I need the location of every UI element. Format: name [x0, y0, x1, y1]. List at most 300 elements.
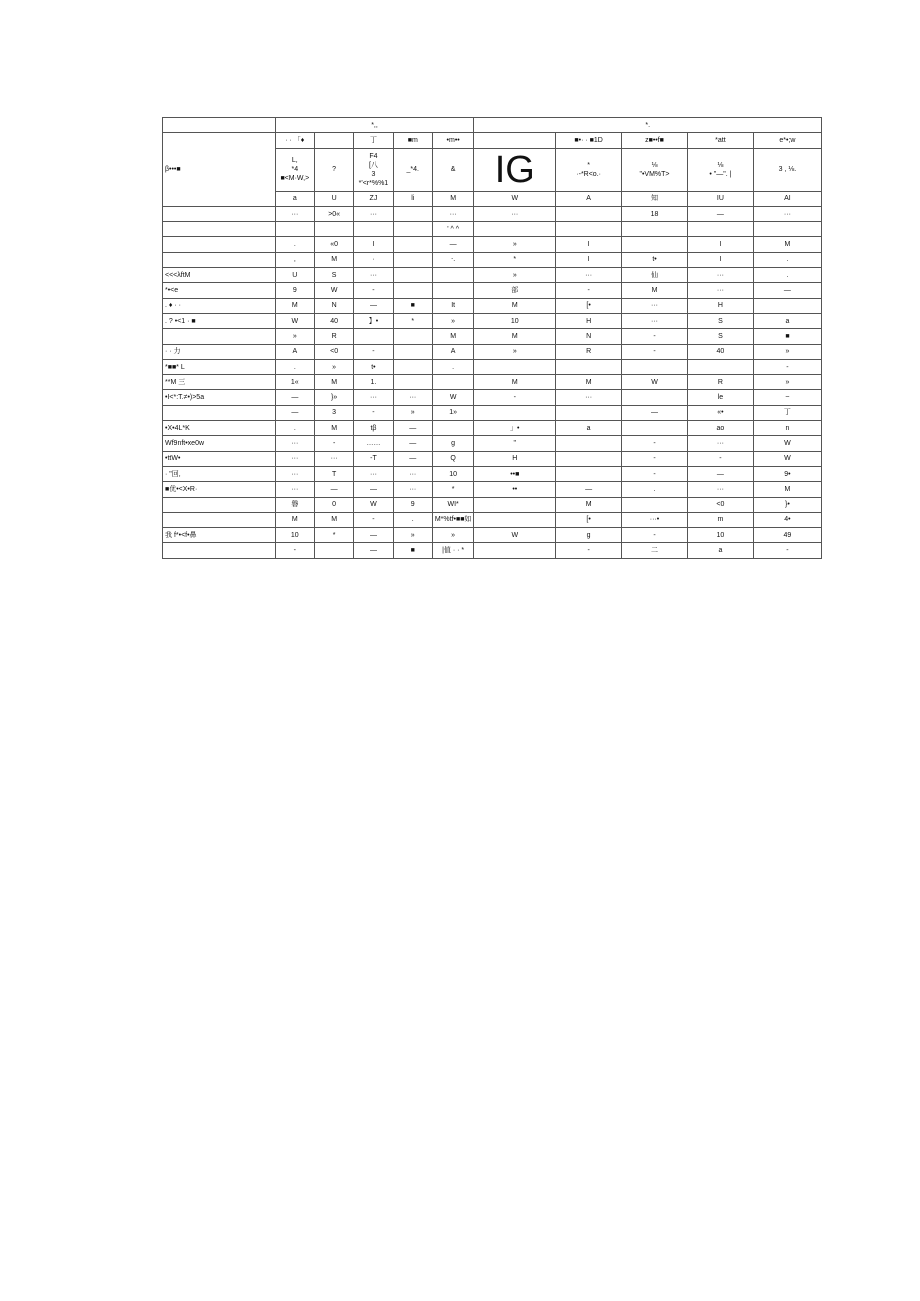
- table-cell: tβ: [354, 421, 393, 436]
- table-cell: »: [474, 237, 556, 252]
- table-cell: 49: [753, 528, 821, 543]
- table-cell: I: [556, 237, 622, 252]
- column-code: IU: [687, 191, 753, 206]
- table-cell: »: [753, 344, 821, 359]
- column-subheader: ⅛ "•VM%T>: [622, 148, 688, 191]
- table-row: [163, 359, 822, 374]
- table-cell: M: [275, 512, 314, 527]
- table-cell: -: [556, 283, 622, 298]
- table-cell: ···: [556, 390, 622, 405]
- table-cell: 9: [393, 497, 432, 512]
- table-cell: ••■: [474, 466, 556, 481]
- column-subheader: ?: [314, 148, 353, 191]
- column-subheader: ⅛ • "—". |: [687, 148, 753, 191]
- data-table: [162, 117, 822, 559]
- row-label: •ttW•: [163, 451, 276, 466]
- table-cell: [393, 237, 432, 252]
- table-cell: M: [275, 298, 314, 313]
- table-cell: [474, 222, 556, 237]
- table-cell: »: [474, 344, 556, 359]
- table-cell: —: [753, 283, 821, 298]
- table-cell: -: [622, 451, 688, 466]
- table-cell: [•: [556, 298, 622, 313]
- table-cell: 0: [314, 497, 353, 512]
- table-cell: [687, 359, 753, 374]
- table-row: [163, 344, 822, 359]
- table-cell: W: [432, 390, 473, 405]
- column-code: ZJ: [354, 191, 393, 206]
- table-cell: [687, 222, 753, 237]
- table-cell: —: [687, 466, 753, 481]
- table-cell: M: [556, 375, 622, 390]
- table-cell: »: [393, 528, 432, 543]
- row-label: · · 力: [163, 344, 276, 359]
- row-label: [163, 237, 276, 252]
- table-row: [163, 543, 822, 558]
- table-row: [163, 329, 822, 344]
- table-cell: -: [354, 344, 393, 359]
- table-cell: .: [275, 237, 314, 252]
- table-cell: t•: [622, 252, 688, 267]
- column-header: ■•· · ■1D: [556, 133, 622, 148]
- row-label: •X•4L*K: [163, 421, 276, 436]
- header-row: [163, 133, 822, 148]
- header-row: [163, 118, 822, 133]
- column-header: ■m: [393, 133, 432, 148]
- table-cell: g: [432, 436, 473, 451]
- table-cell: 1»: [432, 405, 473, 420]
- table-cell: M: [432, 329, 473, 344]
- table-row: [163, 421, 822, 436]
- table-cell: »: [474, 268, 556, 283]
- table-cell: ••: [474, 482, 556, 497]
- table-cell: m: [687, 512, 753, 527]
- table-cell: »: [432, 528, 473, 543]
- table-cell: ' ^ ^: [432, 222, 473, 237]
- table-cell: [432, 283, 473, 298]
- table-cell: }•: [753, 497, 821, 512]
- column-header: e*•;w: [753, 133, 821, 148]
- table-row: [163, 451, 822, 466]
- table-cell: a: [753, 313, 821, 328]
- table-cell: M: [753, 237, 821, 252]
- table-cell: 3: [314, 405, 353, 420]
- column-code: li: [393, 191, 432, 206]
- table-cell: [354, 222, 393, 237]
- table-cell: .: [275, 359, 314, 374]
- row-label: Wf9nft•xe0w: [163, 436, 276, 451]
- table-cell: ···: [622, 313, 688, 328]
- table-cell: [474, 497, 556, 512]
- table-cell: -: [275, 543, 314, 558]
- table-cell: [622, 497, 688, 512]
- table-cell: |值 · · *: [432, 543, 473, 558]
- table-cell: 1«: [275, 375, 314, 390]
- table-cell: -: [622, 528, 688, 543]
- table-cell: Q: [432, 451, 473, 466]
- table-cell: -: [474, 390, 556, 405]
- table-cell: -: [622, 466, 688, 481]
- table-cell: ···: [354, 390, 393, 405]
- table-cell: t•: [354, 359, 393, 374]
- table-cell: 二: [622, 543, 688, 558]
- column-header: 丁: [354, 133, 393, 148]
- column-code: U: [314, 191, 353, 206]
- table-cell: H: [687, 298, 753, 313]
- table-cell: [354, 329, 393, 344]
- table-cell: ···: [393, 482, 432, 497]
- table-cell: »: [275, 329, 314, 344]
- table-cell: 」•: [474, 421, 556, 436]
- table-cell: [622, 421, 688, 436]
- column-header: [314, 133, 353, 148]
- table-row: [163, 528, 822, 543]
- row-label: 我 f*•<f•鼻: [163, 528, 276, 543]
- table-cell: T: [314, 466, 353, 481]
- table-cell: R: [556, 344, 622, 359]
- table-row: [163, 252, 822, 267]
- table-cell: It: [432, 298, 473, 313]
- table-cell: I: [354, 237, 393, 252]
- row-label: **M 三: [163, 375, 276, 390]
- row-label: · "回,: [163, 466, 276, 481]
- column-code: W: [474, 191, 556, 206]
- table-cell: 1.: [354, 375, 393, 390]
- table-cell: —: [354, 482, 393, 497]
- table-cell: [556, 466, 622, 481]
- table-cell: —: [354, 298, 393, 313]
- table-cell: H: [474, 451, 556, 466]
- table-cell: »: [432, 313, 473, 328]
- table-cell: -: [354, 405, 393, 420]
- table-cell: »: [393, 405, 432, 420]
- table-cell: a: [556, 421, 622, 436]
- table-cell: 9: [275, 283, 314, 298]
- table-cell: [393, 283, 432, 298]
- table-cell: ···: [354, 268, 393, 283]
- group-header: *.: [474, 118, 822, 133]
- table-cell: ···: [354, 206, 393, 221]
- table-cell: -: [354, 512, 393, 527]
- column-subheader: &: [432, 148, 473, 191]
- table-cell: 仙: [622, 268, 688, 283]
- table-cell: >0«: [314, 206, 353, 221]
- table-cell: ···: [556, 268, 622, 283]
- big-label: IG: [474, 148, 556, 191]
- table-cell: ": [474, 436, 556, 451]
- table-cell: A: [432, 344, 473, 359]
- column-subheader: 3 , ⅛.: [753, 148, 821, 191]
- column-subheader: F4 [八 3 *'<r*%%1: [354, 148, 393, 191]
- table-cell: N: [556, 329, 622, 344]
- row-label: *■■* L: [163, 359, 276, 374]
- row-label: . ? •<1 · ■: [163, 313, 276, 328]
- table-cell: ···: [314, 451, 353, 466]
- table-cell: ···: [687, 482, 753, 497]
- table-cell: M: [474, 375, 556, 390]
- table-cell: *: [314, 528, 353, 543]
- table-cell: U: [275, 268, 314, 283]
- table-cell: .: [753, 268, 821, 283]
- table-cell: 10: [687, 528, 753, 543]
- table-cell: [314, 222, 353, 237]
- table-cell: M: [753, 482, 821, 497]
- table-cell: <0: [314, 344, 353, 359]
- table-cell: -: [687, 451, 753, 466]
- table-cell: [474, 405, 556, 420]
- table-cell: [275, 222, 314, 237]
- table-cell: -: [556, 543, 622, 558]
- column-code: AI: [753, 191, 821, 206]
- table-cell: ···: [393, 466, 432, 481]
- table-cell: 】•: [354, 313, 393, 328]
- table-cell: ···: [275, 482, 314, 497]
- row-header: β•••■: [163, 133, 276, 207]
- table-cell: M: [474, 298, 556, 313]
- table-cell: [393, 252, 432, 267]
- table-cell: M: [622, 283, 688, 298]
- row-label: ■优•<X•R·: [163, 482, 276, 497]
- table-cell: «0: [314, 237, 353, 252]
- table-cell: [432, 375, 473, 390]
- table-row: [163, 497, 822, 512]
- table-cell: [556, 451, 622, 466]
- row-label: [163, 329, 276, 344]
- table-cell: [622, 222, 688, 237]
- table-cell: ···: [474, 206, 556, 221]
- table-cell: I: [556, 252, 622, 267]
- table-cell: —: [622, 405, 688, 420]
- table-cell: 10: [432, 466, 473, 481]
- table-row: [163, 206, 822, 221]
- group-header: *,,: [275, 118, 474, 133]
- table-row: [163, 482, 822, 497]
- table-cell: N: [314, 298, 353, 313]
- table-cell: ···: [687, 268, 753, 283]
- table-cell: [556, 206, 622, 221]
- table-cell: —: [314, 482, 353, 497]
- table-cell: ···•: [622, 512, 688, 527]
- table-cell: —: [354, 543, 393, 558]
- row-label: •I<*:T.≠•)>5a: [163, 390, 276, 405]
- table-cell: [556, 405, 622, 420]
- table-row: [163, 405, 822, 420]
- table-row: [163, 313, 822, 328]
- row-label: [163, 512, 276, 527]
- column-code: A: [556, 191, 622, 206]
- table-cell: I: [687, 237, 753, 252]
- table-cell: [753, 298, 821, 313]
- table-cell: M: [474, 329, 556, 344]
- table-cell: —: [556, 482, 622, 497]
- table-cell: [622, 390, 688, 405]
- table-cell: ···: [275, 206, 314, 221]
- row-label: [163, 222, 276, 237]
- column-code: a: [275, 191, 314, 206]
- table-cell: A: [275, 344, 314, 359]
- table-row: [163, 466, 822, 481]
- table-cell: [393, 344, 432, 359]
- table-cell: —: [354, 528, 393, 543]
- table-cell: 4•: [753, 512, 821, 527]
- row-label: *•<e: [163, 283, 276, 298]
- table-cell: ···: [354, 466, 393, 481]
- table-cell: ■: [393, 543, 432, 558]
- table-cell: —: [687, 206, 753, 221]
- table-cell: [556, 222, 622, 237]
- table-cell: ···: [432, 206, 473, 221]
- table-cell: -: [622, 329, 688, 344]
- table-row: [163, 268, 822, 283]
- table-cell: }»: [314, 390, 353, 405]
- table-row: [163, 283, 822, 298]
- column-code: M: [432, 191, 473, 206]
- table-cell: 40: [314, 313, 353, 328]
- table-cell: I: [687, 252, 753, 267]
- table-cell: M: [556, 497, 622, 512]
- table-row: [163, 298, 822, 313]
- row-label: . ♦ · ·: [163, 298, 276, 313]
- table-cell: —: [275, 390, 314, 405]
- table-cell: -: [354, 283, 393, 298]
- table-cell: M: [314, 421, 353, 436]
- table-cell: .: [622, 482, 688, 497]
- table-cell: S: [687, 329, 753, 344]
- table-cell: [622, 237, 688, 252]
- table-cell: ···: [275, 451, 314, 466]
- table-cell: 18: [622, 206, 688, 221]
- table-cell: H: [556, 313, 622, 328]
- column-header: [474, 133, 556, 148]
- table-cell: M: [314, 512, 353, 527]
- column-header: · · 「♦: [275, 133, 314, 148]
- table-cell: [474, 512, 556, 527]
- table-row: [163, 436, 822, 451]
- table-cell: -: [753, 359, 821, 374]
- table-cell: [•: [556, 512, 622, 527]
- table-cell: W: [275, 313, 314, 328]
- column-header: •m••: [432, 133, 473, 148]
- table-cell: [474, 543, 556, 558]
- row-label: [163, 206, 276, 221]
- table-cell: S: [687, 313, 753, 328]
- table-cell: ■: [393, 298, 432, 313]
- row-label: [163, 252, 276, 267]
- table-cell: [393, 375, 432, 390]
- table-cell: [753, 222, 821, 237]
- table-cell: «•: [687, 405, 753, 420]
- table-row: [163, 222, 822, 237]
- table-cell: 10: [275, 528, 314, 543]
- table-cell: *: [432, 482, 473, 497]
- table-cell: —: [393, 436, 432, 451]
- table-cell: ···: [687, 436, 753, 451]
- table-cell: W: [753, 451, 821, 466]
- table-cell: ,: [275, 252, 314, 267]
- table-cell: ···: [753, 206, 821, 221]
- column-header: *att: [687, 133, 753, 148]
- column-subheader: * ·-*R<o.·: [556, 148, 622, 191]
- table-cell: WI*: [432, 497, 473, 512]
- table-cell: »: [753, 375, 821, 390]
- table-cell: *: [474, 252, 556, 267]
- table-cell: -: [622, 436, 688, 451]
- table-cell: S: [314, 268, 353, 283]
- table-row: [163, 375, 822, 390]
- table-cell: 部: [474, 283, 556, 298]
- table-cell: .: [432, 359, 473, 374]
- table-cell: R: [314, 329, 353, 344]
- table-cell: ···: [275, 436, 314, 451]
- row-label: [163, 405, 276, 420]
- table-cell: W: [474, 528, 556, 543]
- table-cell: M: [314, 375, 353, 390]
- table-cell: [314, 543, 353, 558]
- table-cell: W: [753, 436, 821, 451]
- table-cell: [556, 436, 622, 451]
- table-cell: -T: [354, 451, 393, 466]
- table-cell: —: [393, 451, 432, 466]
- table-cell: *: [393, 313, 432, 328]
- table-cell: W: [314, 283, 353, 298]
- table-cell: M: [314, 252, 353, 267]
- table-cell: W: [622, 375, 688, 390]
- table-cell: —: [393, 421, 432, 436]
- table-cell: n: [753, 421, 821, 436]
- table-cell: ···: [393, 390, 432, 405]
- row-label: [163, 543, 276, 558]
- table-cell: ·: [354, 252, 393, 267]
- table-cell: .: [753, 252, 821, 267]
- table-cell: [393, 206, 432, 221]
- table-cell: »: [314, 359, 353, 374]
- table-cell: [556, 359, 622, 374]
- table-row: [163, 390, 822, 405]
- table-cell: 磐: [275, 497, 314, 512]
- table-cell: ···: [687, 283, 753, 298]
- table-cell: .: [393, 512, 432, 527]
- table-cell: [393, 268, 432, 283]
- table-cell: 40: [687, 344, 753, 359]
- table-cell: ~: [753, 390, 821, 405]
- table-cell: [393, 329, 432, 344]
- table-cell: le: [687, 390, 753, 405]
- column-code: 知: [622, 191, 688, 206]
- table-cell: <0: [687, 497, 753, 512]
- row-label: <<<λftM: [163, 268, 276, 283]
- table-cell: 9•: [753, 466, 821, 481]
- table-cell: [622, 359, 688, 374]
- table-cell: 10: [474, 313, 556, 328]
- table-cell: -: [314, 436, 353, 451]
- table-cell: [393, 359, 432, 374]
- table-cell: M*%tf•■■如: [432, 512, 473, 527]
- column-header: z■••f■: [622, 133, 688, 148]
- table-cell: [393, 222, 432, 237]
- table-cell: -: [622, 344, 688, 359]
- table-cell: W: [354, 497, 393, 512]
- table-cell: [432, 268, 473, 283]
- table-cell: ■: [753, 329, 821, 344]
- table-cell: .: [275, 421, 314, 436]
- table-row: [163, 237, 822, 252]
- table-cell: ‧.: [432, 252, 473, 267]
- table-cell: ao: [687, 421, 753, 436]
- table-cell: [432, 421, 473, 436]
- table-row: [163, 512, 822, 527]
- table-cell: R: [687, 375, 753, 390]
- row-label: [163, 497, 276, 512]
